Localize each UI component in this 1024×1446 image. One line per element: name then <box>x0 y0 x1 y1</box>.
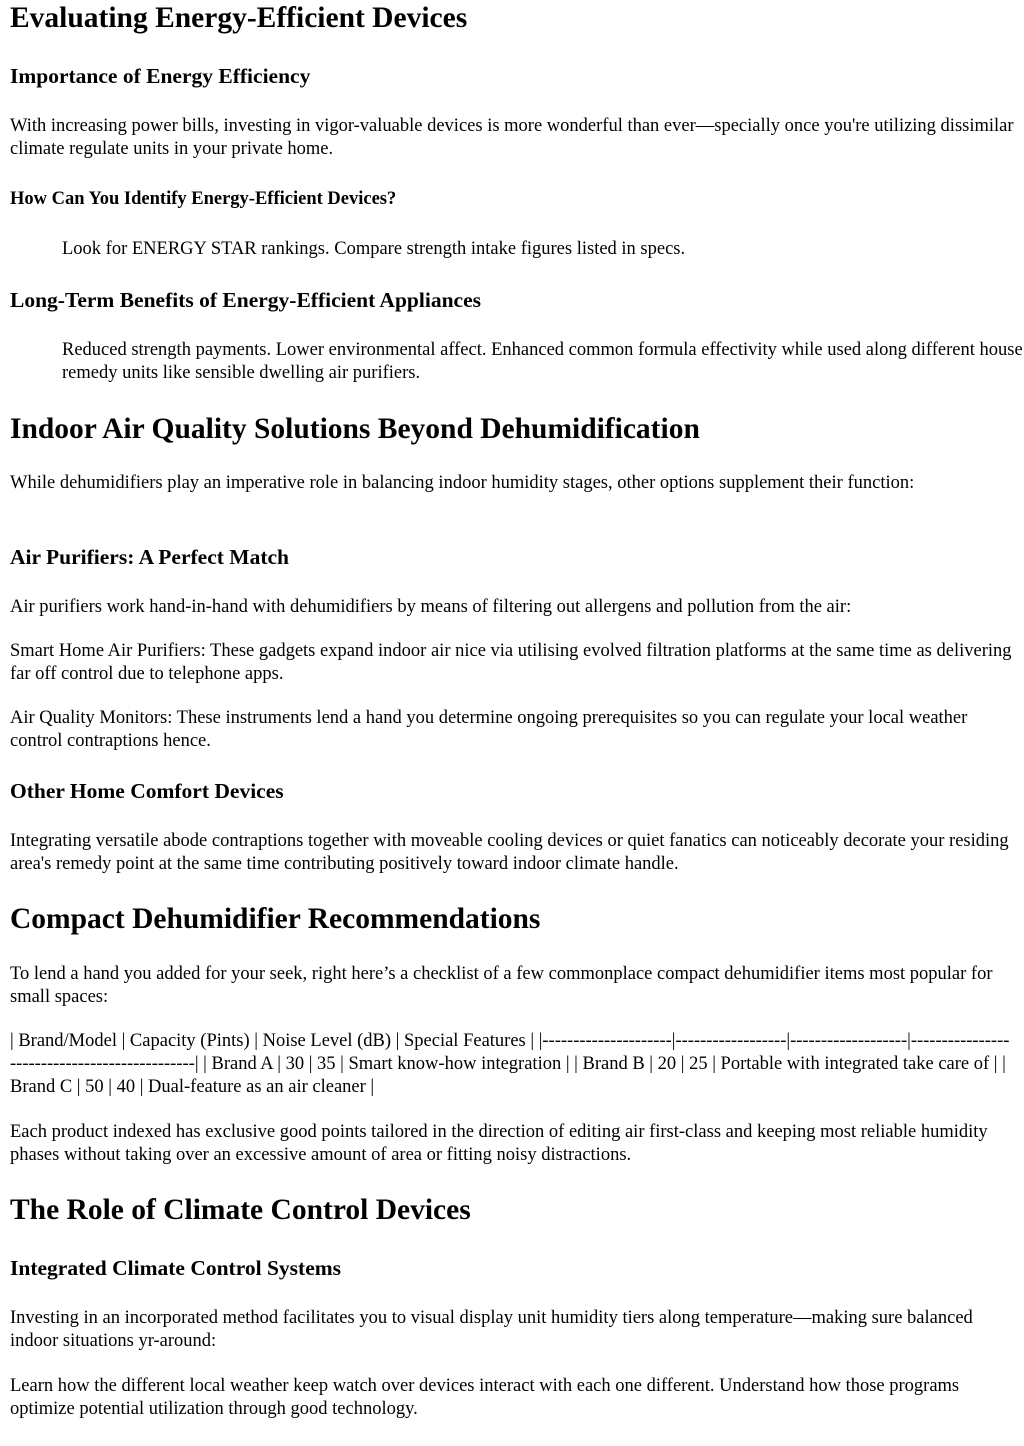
paragraph-product-features: Each product indexed has exclusive good points tailored in the direction of editing air first-class and keeping most reliable humidity phases without taking over an excessive amount of area or fitting noisy distractions. <box>10 1122 988 1165</box>
subheading-importance: Importance of Energy Efficiency <box>10 64 311 88</box>
paragraph-dehumidifiers: While dehumidifiers play an imperative role in balancing indoor humidity stages, other options supplement their function: <box>10 473 915 493</box>
subheading-other-devices: Other Home Comfort Devices <box>10 779 284 803</box>
heading-evaluating-devices: Evaluating Energy-Efficient Devices <box>10 2 468 34</box>
paragraph-weather-devices: Learn how the different local weather keep watch over devices interact with each one different. Understand how those programs optimize potential utilization through good technology. <box>10 1376 960 1419</box>
paragraph-purifiers-work: Air purifiers work hand-in-hand with dehumidifiers by means of filtering out allergens and pollution from the air: <box>10 597 852 617</box>
blockquote-benefits: Reduced strength payments. Lower environmental affect. Enhanced common formula effectivity while used along different house remedy units like sensible dwelling air purifiers. <box>62 340 1023 383</box>
paragraph-checklist-intro: To lend a hand you added for your seek, right here’s a checklist of a few commonplace compact dehumidifier items most popular for small spaces: <box>10 964 993 1007</box>
subheading-long-term: Long-Term Benefits of Energy-Efficient Appliances <box>10 288 481 312</box>
heading-compact-recommendations: Compact Dehumidifier Recommendations <box>10 903 541 935</box>
paragraph-smart-purifiers: Smart Home Air Purifiers: These gadgets expand indoor air nice via utilising evolved filtration platforms at the same time as delivering far off control due to telephone apps. <box>10 641 1012 684</box>
subheading-integrated-systems: Integrated Climate Control Systems <box>10 1256 342 1280</box>
paragraph-markdown-table: | Brand/Model | Capacity (Pints) | Noise Level (dB) | Special Features | |---------------------|------------------|-------------------|----------------------------------------------| | Brand A | 30 | 35 | Smart know-how integration | | Brand B | 20 | 25 | Portable with integrated take care of | | Brand C | 50 | 40 | Dual-feature as an air cleaner | <box>10 1031 1010 1097</box>
heading-indoor-air: Indoor Air Quality Solutions Beyond Dehumidification <box>10 413 700 445</box>
paragraph-versatile-devices: Integrating versatile abode contraptions together with moveable cooling devices or quiet fanatics can noticeably decorate your residing area's remedy point at the same time contributing positively toward indoor climate handle. <box>10 831 1009 874</box>
paragraph-incorporated-method: Investing in an incorporated method facilitates you to visual display unit humidity tiers along temperature—making sure balanced indoor situations yr-around: <box>10 1308 973 1351</box>
blockquote-energy-star: Look for ENERGY STAR rankings. Compare strength intake figures listed in specs. <box>62 239 686 259</box>
paragraph-air-monitors: Air Quality Monitors: These instruments lend a hand you determine ongoing prerequisites so you can regulate your local weather control contraptions hence. <box>10 708 968 751</box>
subheading-air-purifiers: Air Purifiers: A Perfect Match <box>10 545 289 569</box>
subheading-identify: How Can You Identify Energy-Efficient Devices? <box>10 189 397 209</box>
paragraph-power-bills: With increasing power bills, investing in vigor-valuable devices is more wonderful than ever—specially once you're utilizing dissimilar climate regulate units in your private home. <box>10 116 1014 159</box>
heading-climate-control-role: The Role of Climate Control Devices <box>10 1194 471 1226</box>
